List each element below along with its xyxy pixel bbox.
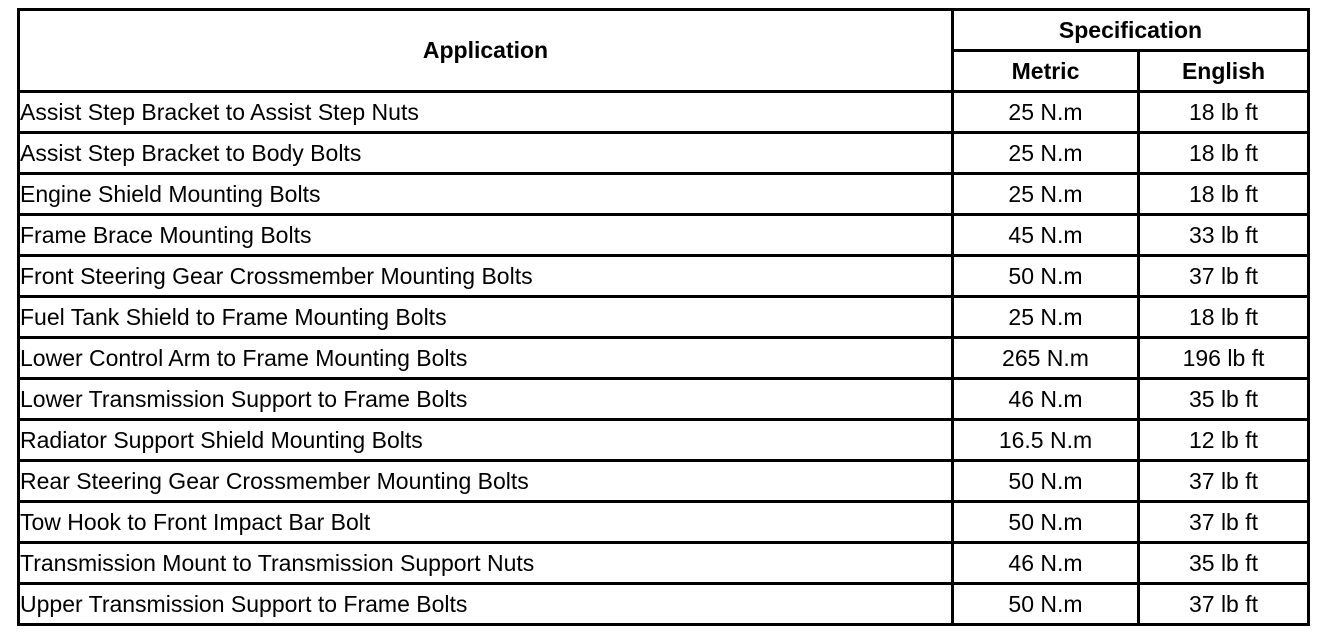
table-row <box>19 543 1309 584</box>
metric-cell: 50 N.m <box>953 256 1139 297</box>
metric-cell: 25 N.m <box>953 133 1139 174</box>
table-row <box>19 338 1309 379</box>
table-body <box>19 92 1309 625</box>
application-cell: Assist Step Bracket to Body Bolts <box>19 133 953 174</box>
metric-cell: 50 N.m <box>953 461 1139 502</box>
metric-cell: 25 N.m <box>953 297 1139 338</box>
application-cell: Rear Steering Gear Crossmember Mounting Bolts <box>19 461 953 502</box>
english-cell: 18 lb ft <box>1139 297 1309 338</box>
metric-cell: 50 N.m <box>953 584 1139 625</box>
metric-cell: 45 N.m <box>953 215 1139 256</box>
table-row <box>19 461 1309 502</box>
metric-cell: 25 N.m <box>953 174 1139 215</box>
application-cell: Frame Brace Mounting Bolts <box>19 215 953 256</box>
english-cell: 12 lb ft <box>1139 420 1309 461</box>
application-cell: Transmission Mount to Transmission Support Nuts <box>19 543 953 584</box>
torque-spec-table <box>17 8 1310 626</box>
english-cell: 18 lb ft <box>1139 133 1309 174</box>
application-cell: Lower Control Arm to Frame Mounting Bolts <box>19 338 953 379</box>
header-row-top <box>19 10 1309 51</box>
application-cell: Front Steering Gear Crossmember Mounting Bolts <box>19 256 953 297</box>
table-row <box>19 297 1309 338</box>
english-cell: 18 lb ft <box>1139 174 1309 215</box>
metric-cell: 46 N.m <box>953 379 1139 420</box>
english-cell: 33 lb ft <box>1139 215 1309 256</box>
application-cell: Engine Shield Mounting Bolts <box>19 174 953 215</box>
metric-cell: 50 N.m <box>953 502 1139 543</box>
application-header: Application <box>19 10 953 92</box>
english-cell: 37 lb ft <box>1139 502 1309 543</box>
application-cell: Tow Hook to Front Impact Bar Bolt <box>19 502 953 543</box>
english-cell: 37 lb ft <box>1139 584 1309 625</box>
english-cell: 196 lb ft <box>1139 338 1309 379</box>
application-cell: Radiator Support Shield Mounting Bolts <box>19 420 953 461</box>
table-row <box>19 502 1309 543</box>
metric-cell: 265 N.m <box>953 338 1139 379</box>
table-row <box>19 379 1309 420</box>
specification-header: Specification <box>953 10 1309 51</box>
english-cell: 18 lb ft <box>1139 92 1309 133</box>
application-cell: Upper Transmission Support to Frame Bolts <box>19 584 953 625</box>
table-row <box>19 215 1309 256</box>
application-cell: Lower Transmission Support to Frame Bolts <box>19 379 953 420</box>
application-cell: Assist Step Bracket to Assist Step Nuts <box>19 92 953 133</box>
metric-cell: 25 N.m <box>953 92 1139 133</box>
table-row <box>19 256 1309 297</box>
english-cell: 37 lb ft <box>1139 461 1309 502</box>
english-cell: 35 lb ft <box>1139 543 1309 584</box>
table-row <box>19 174 1309 215</box>
english-header: English <box>1139 51 1309 92</box>
table-row <box>19 133 1309 174</box>
english-cell: 35 lb ft <box>1139 379 1309 420</box>
application-cell: Fuel Tank Shield to Frame Mounting Bolts <box>19 297 953 338</box>
metric-cell: 16.5 N.m <box>953 420 1139 461</box>
english-cell: 37 lb ft <box>1139 256 1309 297</box>
metric-header: Metric <box>953 51 1139 92</box>
table-row <box>19 92 1309 133</box>
metric-cell: 46 N.m <box>953 543 1139 584</box>
table-row <box>19 584 1309 625</box>
table-row <box>19 420 1309 461</box>
